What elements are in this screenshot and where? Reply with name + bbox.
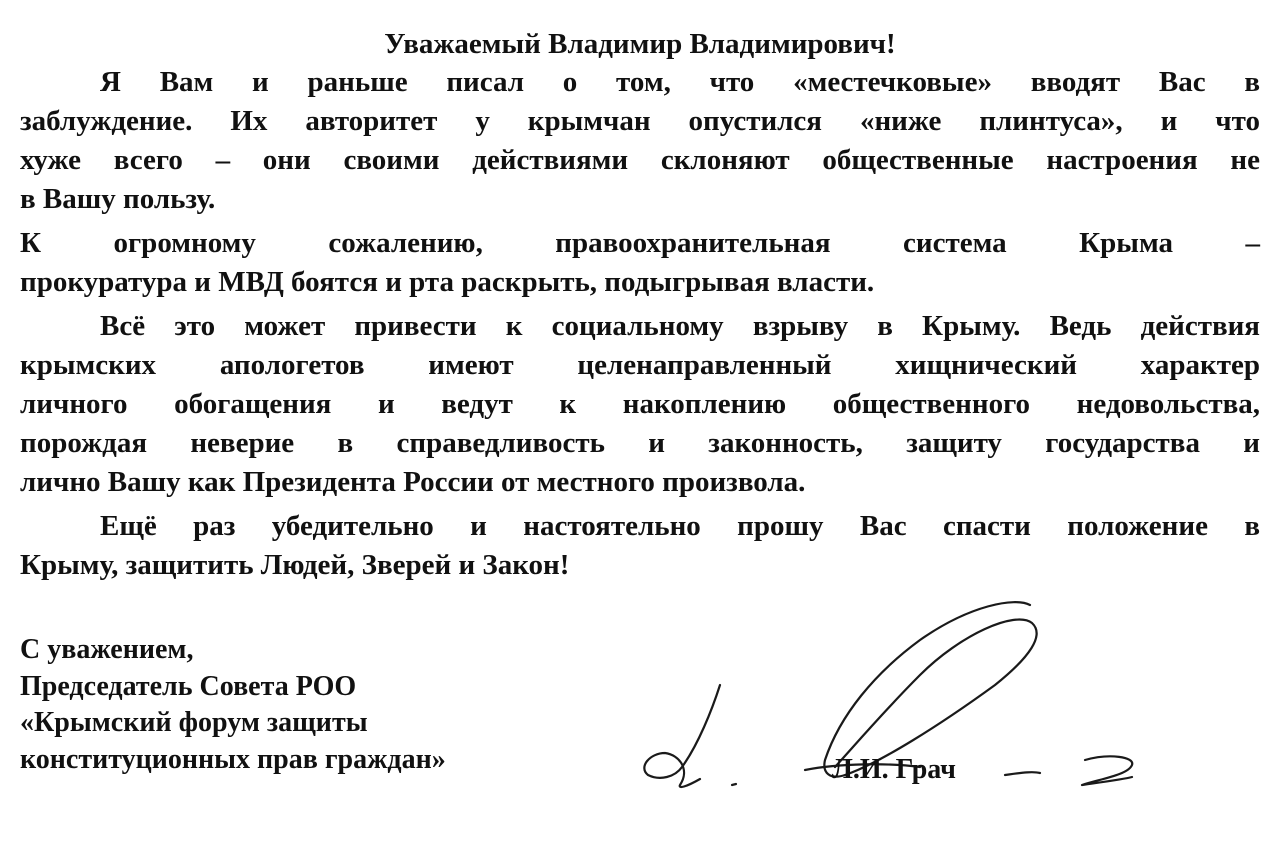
letter-line: заблуждение. Их авторитет у крымчан опустился «ниже плинтуса», и что — [20, 105, 1260, 137]
organization-name-line: «Крымский форум защиты — [20, 707, 368, 738]
letter-greeting: Уважаемый Владимир Владимирович! — [384, 28, 896, 60]
closing-text: С уважением, — [20, 634, 194, 665]
letter-line: порождая неверие в справедливость и законность, защиту государства и — [20, 427, 1260, 459]
letter-line: Я Вам и раньше писал о том, что «местечковые» вводят Вас в — [100, 66, 1260, 98]
signer-name: Л.И. Грач — [832, 754, 956, 785]
letter-line: хуже всего – они своими действиями склоняют общественные настроения не — [20, 144, 1260, 176]
letter-line: прокуратура и МВД боятся и рта раскрыть, подыгрывая власти. — [20, 266, 875, 298]
letter-line: Ещё раз убедительно и настоятельно прошу Вас спасти положение в — [100, 510, 1260, 542]
letter-line: в Вашу пользу. — [20, 183, 216, 215]
letter-line: крымских апологетов имеют целенаправленный хищнический характер — [20, 349, 1260, 381]
signer-position: Председатель Совета РОО — [20, 670, 357, 702]
letter-line: Всё это может привести к социальному взрыву в Крыму. Ведь действия — [100, 310, 1260, 342]
signature-block — [20, 632, 446, 778]
letter-line: лично Вашу как Президента России от местного произвола. — [20, 466, 806, 498]
letter-line: Крыму, защитить Людей, Зверей и Закон! — [20, 549, 570, 581]
organization-name-line: конституционных прав граждан» — [20, 743, 446, 775]
letter-line: личного обогащения и ведут к накоплению общественного недовольства, — [20, 388, 1260, 420]
letter-line: К огромному сожалению, правоохранительная система Крыма – — [20, 227, 1260, 259]
